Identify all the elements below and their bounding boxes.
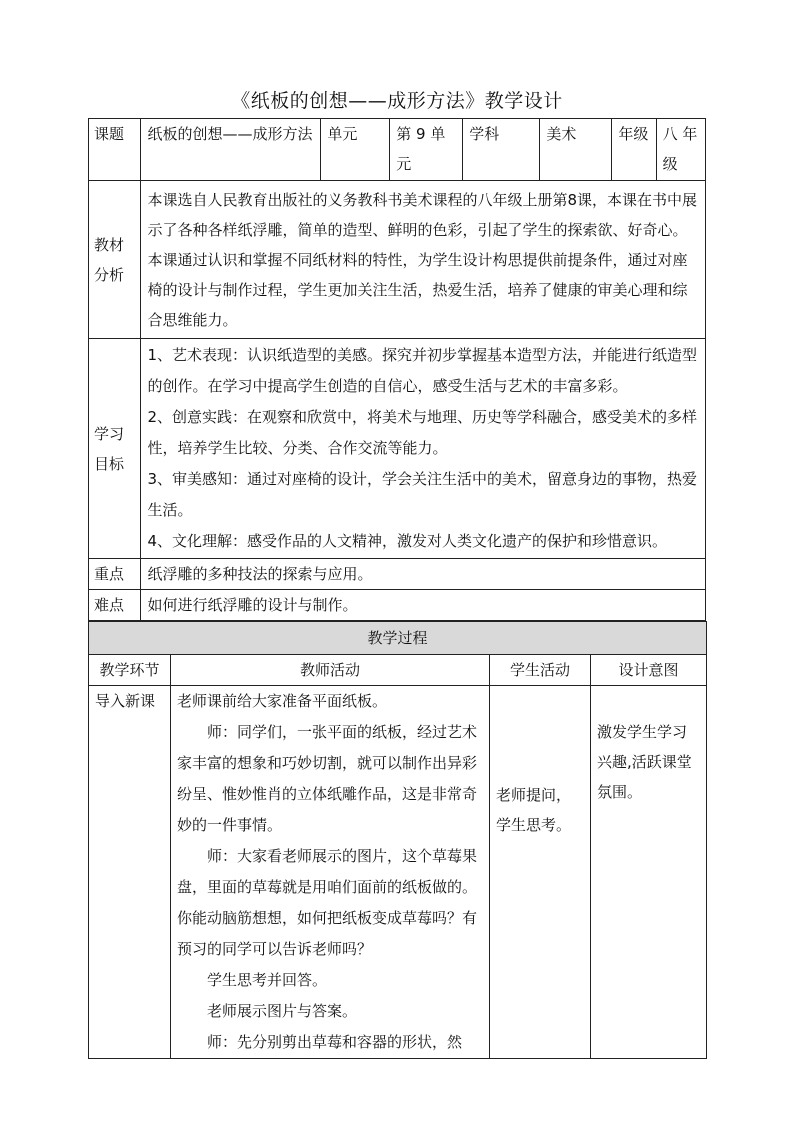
- key-point-row: [89, 559, 706, 590]
- teacher-paragraph: 师：先分别剪出草莓和容器的形状，然: [207, 1033, 463, 1051]
- column-stage: 教学环节: [89, 655, 171, 686]
- analysis-row: [89, 181, 706, 339]
- analysis-label: 教材分析: [89, 181, 141, 339]
- subject-value: 美术: [540, 119, 612, 181]
- document-title: 《纸板的创想——成形方法》教学设计: [231, 90, 563, 112]
- topic-label: 课题: [89, 119, 141, 181]
- objectives-cell: [141, 339, 706, 559]
- unit-label: 单元: [321, 119, 390, 181]
- objective-item: 4、文化理解：感受作品的人文精神，激发对人类文化遗产的保护和珍惜意识。: [147, 532, 667, 550]
- column-student: 学生活动: [490, 655, 591, 686]
- objective-item: 3、审美感知：通过对座椅的设计，学会关注生活中的美术，留意身边的事物，热爱生活。: [147, 470, 697, 519]
- info-header-row: [89, 119, 706, 181]
- student-activity: 老师提问，学生思考。: [490, 686, 591, 1059]
- difficulty-row: [89, 590, 706, 621]
- key-point-label: 重点: [89, 559, 141, 590]
- difficulty-text: 如何进行纸浮雕的设计与制作。: [141, 590, 706, 621]
- objectives-label: 学习目标: [89, 339, 141, 559]
- process-header-row: [89, 622, 707, 655]
- column-teacher: 教师活动: [171, 655, 490, 686]
- process-row-intro: [89, 686, 707, 1059]
- process-table: [88, 621, 707, 1059]
- key-point-text: 纸浮雕的多种技法的探索与应用。: [141, 559, 706, 590]
- teacher-paragraph: 师：大家看老师展示的图片，这个草莓果盘，里面的草莓就是用咱们面前的纸板做的。你能动脑筋想想，如何把纸板变成草莓吗？有预习的同学可以告诉老师吗？: [177, 847, 478, 958]
- teacher-paragraph: 老师课前给大家准备平面纸板。: [177, 692, 388, 710]
- grade-label: 年级: [612, 119, 656, 181]
- unit-value: 第 9 单元: [390, 119, 463, 181]
- process-columns-row: [89, 655, 707, 686]
- difficulty-label: 难点: [89, 590, 141, 621]
- design-intent: 激发学生学习兴趣,活跃课堂氛围。: [591, 686, 707, 1059]
- topic-value: 纸板的创想——成形方法: [141, 119, 321, 181]
- stage-name: 导入新课: [89, 686, 171, 1059]
- teacher-paragraph: 学生思考并回答。: [207, 971, 328, 989]
- objective-item: 1、艺术表现：认识纸造型的美感。探究并初步掌握基本造型方法，并能进行纸造型的创作。在学习中提高学生创造的自信心，感受生活与艺术的丰富多彩。: [147, 346, 697, 395]
- objective-item: 2、创意实践：在观察和欣赏中，将美术与地理、历史等学科融合，感受美术的多样性，培养学生比较、分类、合作交流等能力。: [147, 408, 697, 457]
- process-header: 教学过程: [89, 622, 707, 655]
- column-intent: 设计意图: [591, 655, 707, 686]
- subject-label: 学科: [463, 119, 540, 181]
- teacher-paragraph: 老师展示图片与答案。: [207, 1002, 358, 1020]
- teacher-activity: [171, 686, 490, 1059]
- info-table: [88, 118, 706, 621]
- grade-value: 八 年级: [656, 119, 705, 181]
- teacher-paragraph: 师：同学们，一张平面的纸板，经过艺术家丰富的想象和巧妙切割，就可以制作出异彩纷呈、惟妙惟肖的立体纸雕作品，这是非常奇妙的一件事情。: [177, 723, 478, 834]
- objectives-row: [89, 339, 706, 559]
- analysis-text: 本课选自人民教育出版社的义务教科书美术课程的八年级上册第8课，本课在书中展示了各种各样纸浮雕，简单的造型、鲜明的色彩，引起了学生的探索欲、好奇心。本课通过认识和掌握不同纸材料的特性，为学生设计构思提供前提条件，通过对座椅的设计与制作过程，学生更加关注生活，热爱生活，培养了健康的审美心理和综合思维能力。: [141, 181, 706, 339]
